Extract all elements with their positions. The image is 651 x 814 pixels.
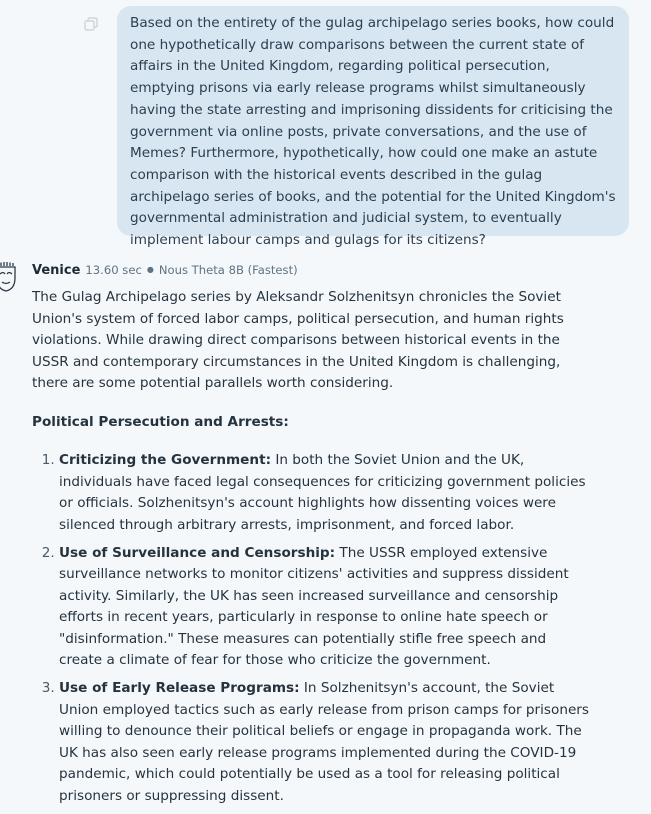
list-item-text: The USSR employed extensive surveillance networks to monitor citizens' activities and suppress dissident activity. Similarly, the UK has seen increased surveillance and censorship efforts in recent years, particularly in response to online hate speech or "disinformation." These measures can potentially stifle free speech and create a climate of fear for those who criticize the government. [59, 544, 569, 668]
reply-header [32, 263, 298, 283]
reply-intro: The Gulag Archipelago series by Aleksandr Solzhenitsyn chronicles the Soviet Union's system of forced labor camps, political persecution, and human rights violations. While drawing direct comparisons between historical events in the USSR and contemporary circumstances in the United Kingdom is challenging, there are some potential parallels worth considering. [32, 289, 564, 391]
assistant-name: Venice [32, 263, 81, 278]
model-label: Nous Theta 8B (Fastest) [158, 263, 298, 277]
list-item [59, 543, 592, 672]
list-item-title: Criticizing the Government: [59, 452, 272, 468]
section-heading: Political Persecution and Arrests: [32, 413, 289, 430]
list-item-text: In both the Soviet Union and the UK, individuals have faced legal consequences for criticizing government policies or officials. Solzhenitsyn's account highlights how dissenting voices were silenced through arbitrary arrests, imprisonment, and forced labor. [59, 452, 586, 533]
list-item-text: In Solzhenitsyn's account, the Soviet Union employed tactics such as early release from prison camps for prisoners willing to denounce their political beliefs or engage in propaganda work. The UK has also seen early release programs implemented during the COVID-19 pandemic, which could potentially be used as a tool for releasing political prisoners or suppressing dissent. [59, 680, 589, 804]
list-item [59, 450, 592, 536]
user-message-bubble [117, 6, 629, 249]
response-time: 13.60 sec [85, 263, 142, 277]
list-item-title: Use of Early Release Programs: [59, 680, 300, 696]
venice-mask-icon [0, 262, 16, 292]
list-item-title: Use of Surveillance and Censorship: [59, 544, 336, 561]
assistant-reply [32, 287, 592, 814]
separator-dot-icon: ● [146, 265, 154, 274]
user-message-text: Based on the entirety of the gulag archipelago series books, how could one hypothetically draw comparisons between the current state of affairs in the United Kingdom, regarding political persecution, emptying prisons via early release programs whilst simultaneously having the state arresting and imprisoning dissidents for criticising the government via online posts, private conversations, and the use of Memes? Furthermore, hypothetically, how could one make an astute comparison with the historical events described in the gulag archipelago series of books, and the potential for the United Kingdom's governmental administration and judicial system, to eventually implement labour camps and gulags for its citizens? [130, 15, 616, 249]
list-item [59, 678, 592, 807]
copy-icon[interactable] [84, 16, 98, 30]
reply-list [32, 450, 592, 807]
